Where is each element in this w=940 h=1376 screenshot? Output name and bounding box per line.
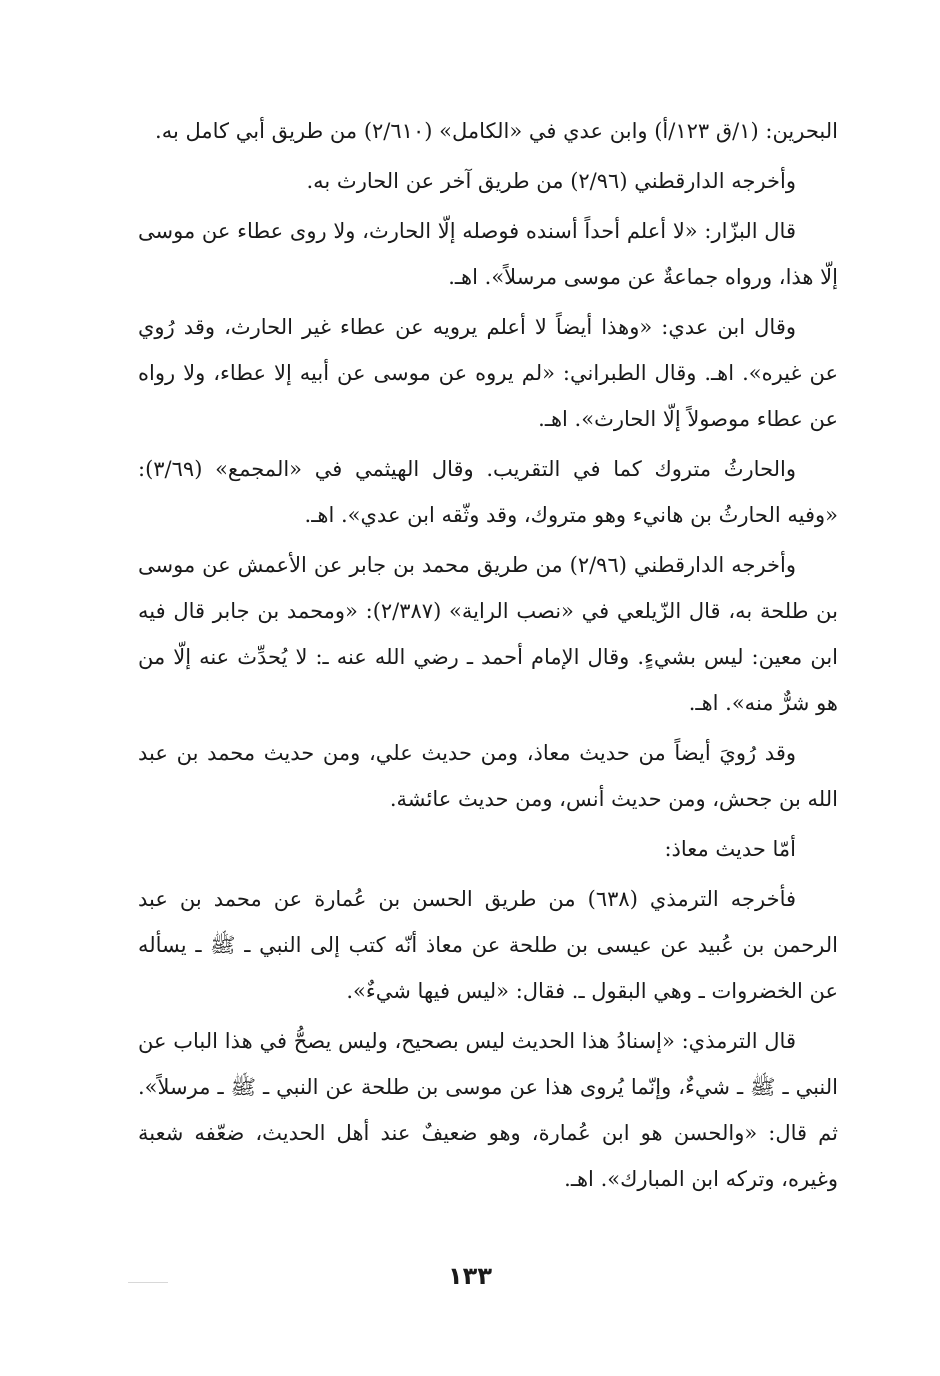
paragraph-8: أمّا حديث معاذ: (664, 837, 796, 861)
paragraph-1: البحرين: (١/ق ١٢٣/أ) وابن عدي في «الكامل» (٢/٦١٠) من طريق أبي كامل به. (155, 119, 838, 143)
paragraph-10: قال الترمذي: «إسنادُ هذا الحديث ليس بصحيح، وليس يصحُّ في هذا الباب عن النبي ـ ﷺ ـ شيءٌ، وإنّما يُروى هذا عن موسى بن طلحة عن النبي ـ ﷺ ـ مرسلاً». ثم قال: «والحسن هو ابن عُمارة، وهو ضعيفٌ عند أهل الحديث، ضعّفه شعبة وغيره، وتركه ابن المبارك». اهـ. (138, 1029, 838, 1191)
page-number: ١٣٣ (448, 1262, 492, 1290)
scan-mark (128, 1282, 168, 1283)
body-text (138, 108, 838, 1206)
paragraph-5: والحارثُ متروك كما في التقريب. وقال الهيثمي في «المجمع» (٣/٦٩): «وفيه الحارثُ بن هانيء وهو متروك، وقد وثّقه ابن عدي». اهـ. (138, 457, 838, 527)
paragraph-9: فأخرجه الترمذي (٦٣٨) من طريق الحسن بن عُمارة عن محمد بن عبد الرحمن بن عُبيد عن عيسى بن طلحة عن معاذ أنّه كتب إلى النبي ـ ﷺ ـ يسأله عن الخضروات ـ وهي البقول ـ. فقال: «ليس فيها شيءٌ». (138, 887, 838, 1003)
paragraph-7: وقد رُويَ أيضاً من حديث معاذ، ومن حديث علي، ومن حديث محمد بن عبد الله بن جحش، ومن حديث أنس، ومن حديث عائشة. (138, 741, 838, 811)
paragraph-6: وأخرجه الدارقطني (٢/٩٦) من طريق محمد بن جابر عن الأعمش عن موسى بن طلحة به، قال الزّيلعي في «نصب الراية» (٢/٣٨٧): «ومحمد بن جابر قال فيه ابن معين: ليس بشيءٍ. وقال الإمام أحمد ـ رضي الله عنه ـ: لا يُحدِّث عنه إلّا من هو شرٌّ منه». اهـ. (138, 553, 838, 715)
paragraph-4: وقال ابن عدي: «وهذا أيضاً لا أعلم يرويه عن عطاء غير الحارث، وقد رُوي عن غيره». اهـ. وقال الطبراني: «لم يروه عن موسى عن أبيه إلا عطاء، ولا رواه عن عطاء موصولاً إلّا الحارث». اهـ. (138, 315, 838, 431)
paragraph-2: وأخرجه الدارقطني (٢/٩٦) من طريق آخر عن الحارث به. (306, 169, 796, 193)
paragraph-3: قال البزّار: «لا أعلم أحداً أسنده فوصله إلّا الحارث، ولا روى عطاء عن موسى إلّا هذا، ورواه جماعةٌ عن موسى مرسلاً». اهـ. (138, 219, 838, 289)
